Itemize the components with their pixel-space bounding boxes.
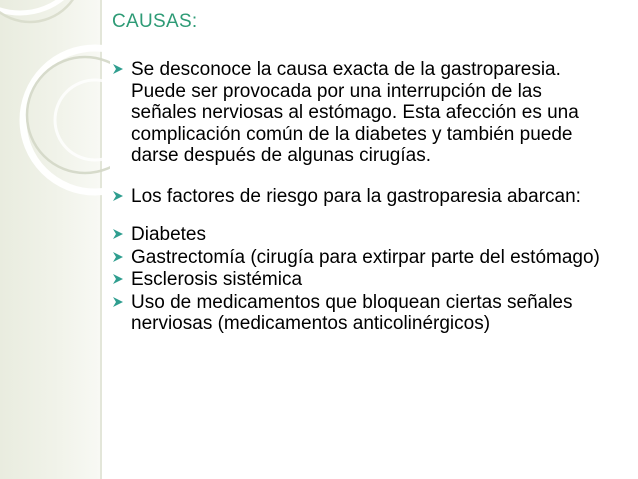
bullet-item-diabetes xyxy=(112,224,612,246)
bullet-list xyxy=(112,59,612,335)
bullet-marker-icon xyxy=(112,228,124,240)
bullet-marker-icon xyxy=(112,296,124,308)
bullet-marker-icon xyxy=(112,190,124,202)
bullet-marker-icon xyxy=(112,273,124,285)
bullet-text: Uso de medicamentos que bloquean ciertas señales nerviosas (medicamentos anticolinérgicos) xyxy=(131,291,573,334)
bullet-item-gastrectomia xyxy=(112,247,612,269)
bullet-text: Diabetes xyxy=(131,224,206,245)
bullet-text: Se desconoce la causa exacta de la gastroparesia. Puede ser provocada por una interrupción de las señales nerviosas al estómago. Esta afección es una complicación común de la diabetes y también puede darse después de algunas cirugías. xyxy=(131,59,579,166)
bullet-text: Gastrectomía (cirugía para extirpar parte del estómago) xyxy=(131,246,600,268)
decorative-rings-graphic xyxy=(0,0,110,479)
bullet-marker-icon xyxy=(112,251,124,263)
bullet-item-causa xyxy=(112,59,612,167)
bullet-marker-icon xyxy=(112,63,124,75)
slide-title: CAUSAS: xyxy=(112,11,198,32)
bullet-item-factores xyxy=(112,186,612,208)
bullet-item-medicamentos xyxy=(112,292,612,335)
bullet-text: Los factores de riesgo para la gastroparesia abarcan: xyxy=(131,185,581,207)
bullet-item-esclerosis xyxy=(112,269,612,291)
bullet-text: Esclerosis sistémica xyxy=(131,269,303,290)
